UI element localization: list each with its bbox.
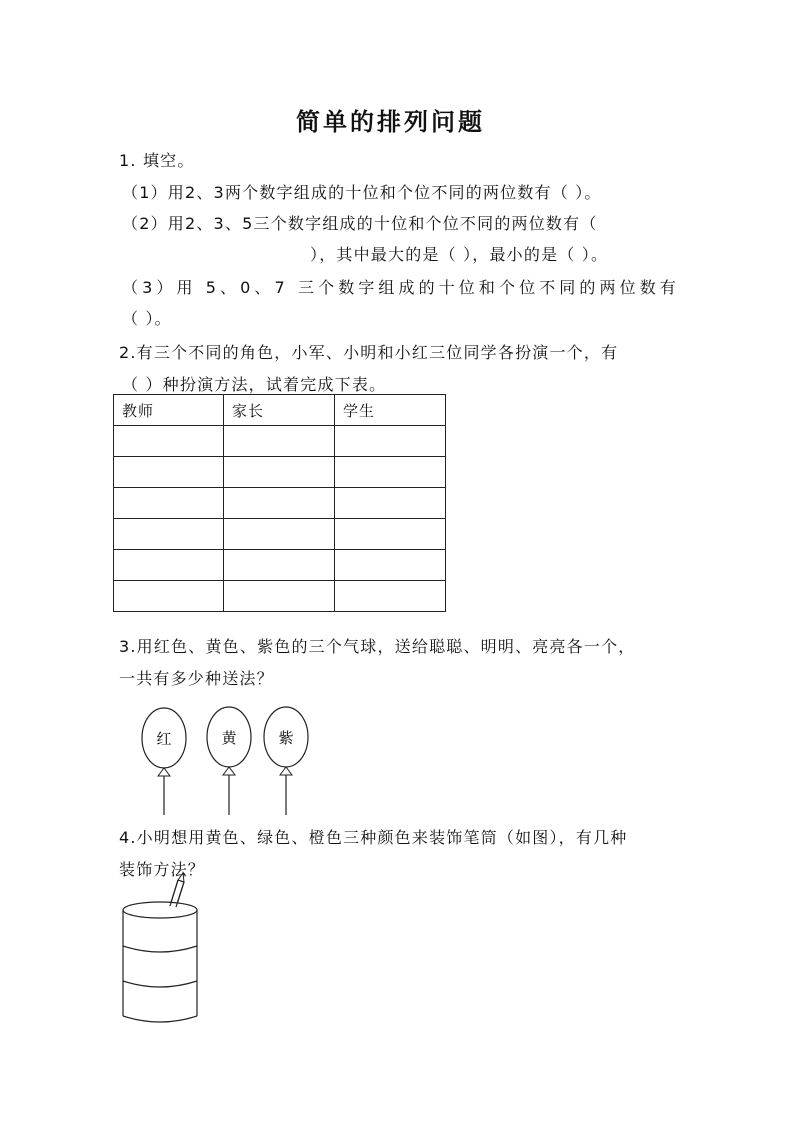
balloon-red bbox=[142, 708, 186, 815]
q4-line1: 4.小明想用黄色、绿色、橙色三种颜色来装饰笔筒（如图），有几种 bbox=[119, 828, 628, 847]
q2-line2: （ ）种扮演方法，试着完成下表。 bbox=[122, 375, 387, 394]
q2-line1: 2.有三个不同的角色，小军、小明和小红三位同学各扮演一个，有 bbox=[119, 343, 619, 362]
q1-item3-line2: （ ）。 bbox=[122, 309, 172, 328]
q4-line2: 装饰方法？ bbox=[119, 860, 206, 879]
page-title: 简单的排列问题 bbox=[296, 107, 485, 136]
balloon-label: 红 bbox=[156, 730, 172, 748]
pen-holder-figure bbox=[123, 873, 197, 1022]
balloon-purple bbox=[264, 707, 308, 815]
balloon-label: 黄 bbox=[221, 729, 237, 747]
balloon-label: 紫 bbox=[278, 729, 294, 747]
q3-line2: 一共有多少种送法？ bbox=[119, 669, 274, 688]
balloon-yellow bbox=[207, 707, 251, 815]
q1-heading: 1. 填空。 bbox=[119, 151, 195, 170]
q3-line1: 3.用红色、黄色、紫色的三个气球，送给聪聪、明明、亮亮各一个， bbox=[119, 637, 636, 656]
q1-item2-line1: （2）用2、3、5三个数字组成的十位和个位不同的两位数有（ bbox=[122, 214, 598, 233]
q1-item1: （1）用2、3两个数字组成的十位和个位不同的两位数有（ ）。 bbox=[122, 183, 602, 202]
header-teacher: 教师 bbox=[114, 395, 224, 426]
header-parent: 家长 bbox=[224, 395, 335, 426]
q1-item2-line2: ），其中最大的是（ ），最小的是（ ）。 bbox=[310, 245, 609, 264]
q1-item3-line1: （3）用 5、0、7 三个数字组成的十位和个位不同的两位数有 bbox=[122, 278, 680, 297]
header-student: 学生 bbox=[335, 395, 446, 426]
